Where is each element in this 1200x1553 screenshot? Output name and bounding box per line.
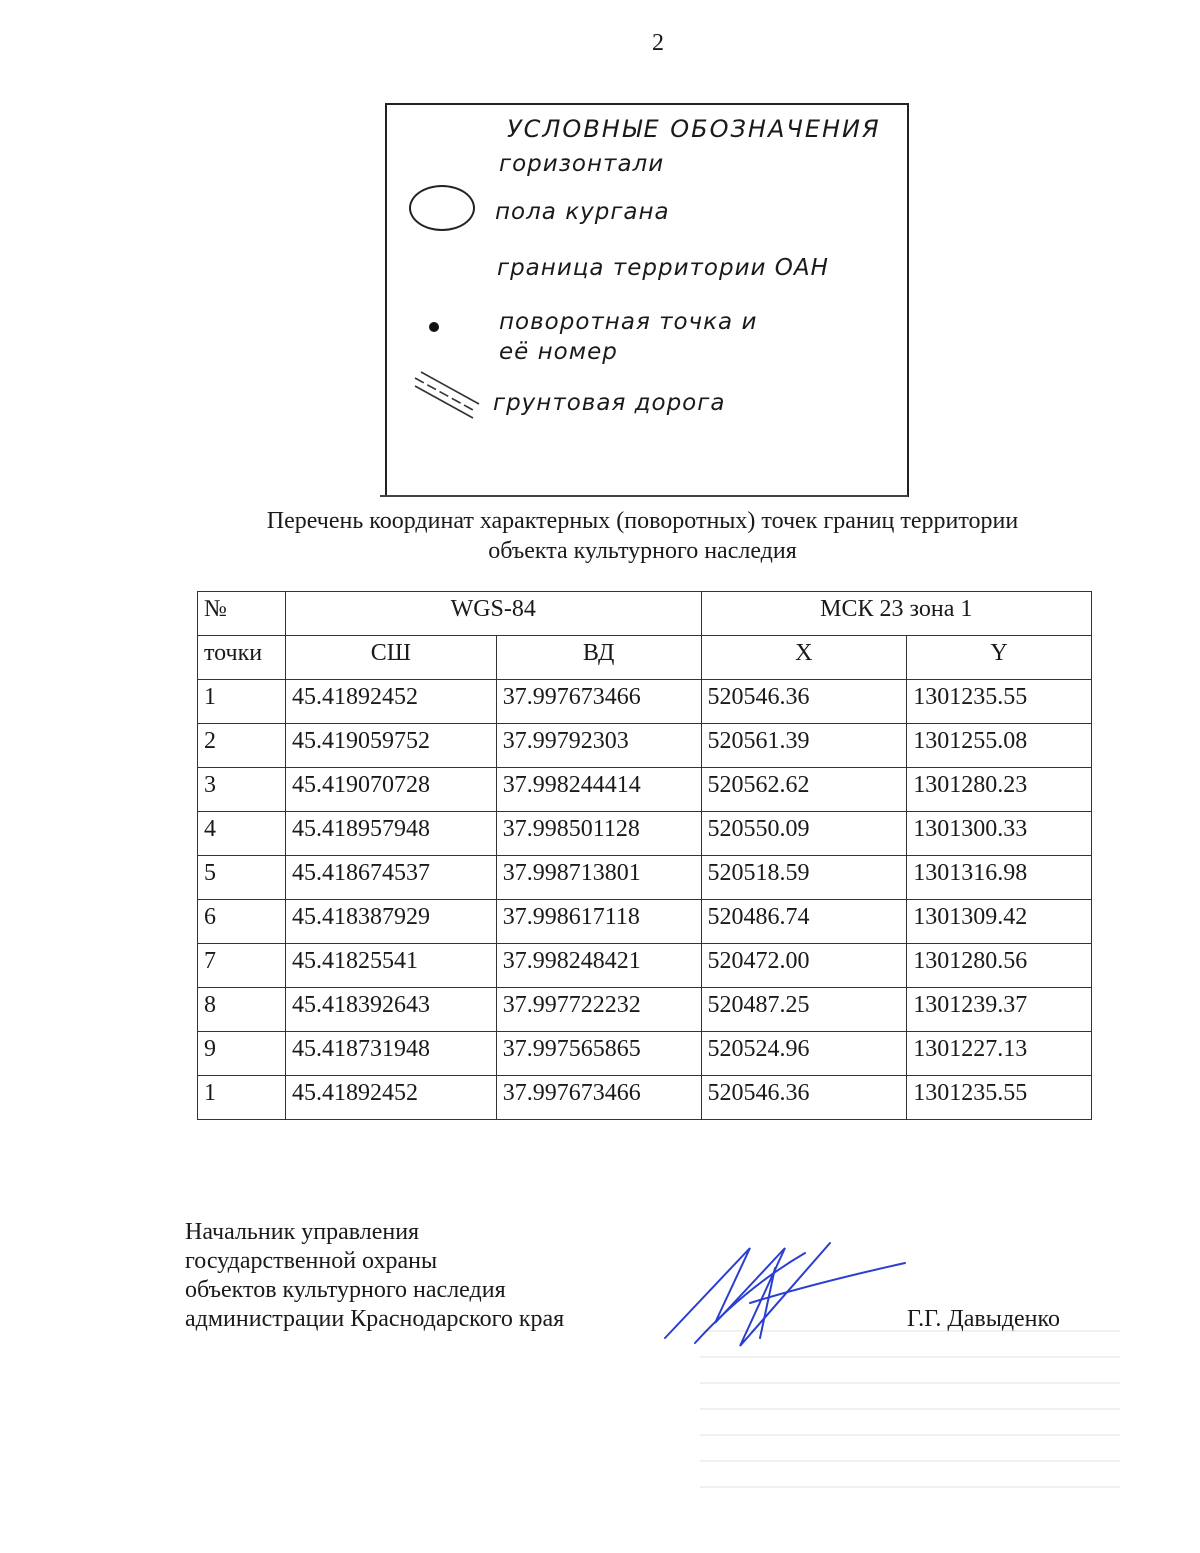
cell-longitude: 37.997565865 bbox=[496, 1032, 701, 1076]
cell-latitude: 45.418957948 bbox=[285, 812, 496, 856]
cell-y: 1301309.42 bbox=[907, 900, 1092, 944]
cell-latitude: 45.41892452 bbox=[285, 1076, 496, 1120]
header-group-wgs84: WGS-84 bbox=[285, 592, 701, 636]
cell-longitude: 37.997673466 bbox=[496, 680, 701, 724]
legend-item-turning-point: поворотная точка и её номер bbox=[499, 309, 758, 365]
legend-box bbox=[385, 103, 909, 497]
cell-x: 520546.36 bbox=[701, 680, 907, 724]
signature-title-line-3: объектов культурного наследия bbox=[185, 1277, 506, 1303]
legend-title: УСЛОВНЫЕ ОБОЗНАЧЕНИЯ bbox=[507, 115, 881, 143]
cell-latitude: 45.418387929 bbox=[285, 900, 496, 944]
cell-point-number: 5 bbox=[198, 856, 286, 900]
cell-longitude: 37.997673466 bbox=[496, 1076, 701, 1120]
signer-name: Г.Г. Давыденко bbox=[907, 1306, 1060, 1332]
cell-point-number: 1 bbox=[198, 680, 286, 724]
cell-y: 1301227.13 bbox=[907, 1032, 1092, 1076]
page-number: 2 bbox=[652, 30, 664, 56]
cell-point-number: 6 bbox=[198, 900, 286, 944]
signature-title-line-2: государственной охраны bbox=[185, 1248, 438, 1274]
cell-point-number: 3 bbox=[198, 768, 286, 812]
table-body bbox=[198, 680, 1092, 1120]
cell-y: 1301235.55 bbox=[907, 680, 1092, 724]
cell-x: 520472.00 bbox=[701, 944, 907, 988]
list-title-line-1: Перечень координат характерных (поворотных) точек границ территории bbox=[266, 508, 1019, 534]
table-row bbox=[198, 1032, 1092, 1076]
cell-latitude: 45.419070728 bbox=[285, 768, 496, 812]
coordinates-table bbox=[197, 591, 1092, 1120]
cell-x: 520546.36 bbox=[701, 1076, 907, 1120]
cell-y: 1301280.23 bbox=[907, 768, 1092, 812]
cell-longitude: 37.998617118 bbox=[496, 900, 701, 944]
cell-latitude: 45.419059752 bbox=[285, 724, 496, 768]
cell-point-number: 4 bbox=[198, 812, 286, 856]
header-longitude: ВД bbox=[496, 636, 701, 680]
coordinates-list-title bbox=[0, 506, 1200, 566]
dot-icon bbox=[429, 322, 439, 332]
table-row bbox=[198, 724, 1092, 768]
cell-y: 1301239.37 bbox=[907, 988, 1092, 1032]
cell-point-number: 8 bbox=[198, 988, 286, 1032]
cell-point-number: 2 bbox=[198, 724, 286, 768]
cell-y: 1301300.33 bbox=[907, 812, 1092, 856]
cell-latitude: 45.418731948 bbox=[285, 1032, 496, 1076]
cell-longitude: 37.998501128 bbox=[496, 812, 701, 856]
table-row bbox=[198, 768, 1092, 812]
cell-latitude: 45.418392643 bbox=[285, 988, 496, 1032]
cell-point-number: 9 bbox=[198, 1032, 286, 1076]
cell-x: 520550.09 bbox=[701, 812, 907, 856]
cell-x: 520561.39 bbox=[701, 724, 907, 768]
cell-latitude: 45.41825541 bbox=[285, 944, 496, 988]
cell-x: 520487.25 bbox=[701, 988, 907, 1032]
header-point-number: № bbox=[198, 592, 286, 636]
table-header-row-1 bbox=[198, 592, 1092, 636]
table-row bbox=[198, 900, 1092, 944]
cell-longitude: 37.998248421 bbox=[496, 944, 701, 988]
cell-x: 520524.96 bbox=[701, 1032, 907, 1076]
cell-x: 520486.74 bbox=[701, 900, 907, 944]
cell-point-number: 7 bbox=[198, 944, 286, 988]
cell-latitude: 45.418674537 bbox=[285, 856, 496, 900]
cell-longitude: 37.998713801 bbox=[496, 856, 701, 900]
signature-title-line-1: Начальник управления bbox=[185, 1219, 420, 1245]
table-header-row-2 bbox=[198, 636, 1092, 680]
table-row bbox=[198, 1076, 1092, 1120]
signature-title-line-4: администрации Краснодарского края bbox=[185, 1306, 565, 1332]
legend-item-contours: горизонтали bbox=[499, 151, 665, 177]
header-point-label: точки bbox=[198, 636, 286, 680]
cell-longitude: 37.99792303 bbox=[496, 724, 701, 768]
cell-longitude: 37.997722232 bbox=[496, 988, 701, 1032]
legend-item-kurgan-floor: пола кургана bbox=[495, 199, 670, 225]
cell-y: 1301235.55 bbox=[907, 1076, 1092, 1120]
cell-longitude: 37.998244414 bbox=[496, 768, 701, 812]
cell-y: 1301316.98 bbox=[907, 856, 1092, 900]
table-row bbox=[198, 856, 1092, 900]
cell-y: 1301280.56 bbox=[907, 944, 1092, 988]
legend-item-dirt-road: грунтовая дорога bbox=[493, 390, 726, 416]
legend-bottom-border bbox=[380, 495, 908, 497]
table-row bbox=[198, 680, 1092, 724]
header-group-msk23: МСК 23 зона 1 bbox=[701, 592, 1091, 636]
table-row bbox=[198, 944, 1092, 988]
list-title-line-2: объекта культурного наследия bbox=[488, 538, 797, 564]
dirt-road-icon bbox=[413, 370, 483, 425]
cell-latitude: 45.41892452 bbox=[285, 680, 496, 724]
signature-title-block bbox=[185, 1218, 564, 1334]
cell-x: 520562.62 bbox=[701, 768, 907, 812]
ellipse-icon bbox=[409, 185, 475, 231]
header-latitude: СШ bbox=[285, 636, 496, 680]
faint-stamp-imprint bbox=[700, 1330, 1120, 1510]
cell-y: 1301255.08 bbox=[907, 724, 1092, 768]
header-x: X bbox=[701, 636, 907, 680]
cell-point-number: 1 bbox=[198, 1076, 286, 1120]
table-row bbox=[198, 812, 1092, 856]
cell-x: 520518.59 bbox=[701, 856, 907, 900]
legend-item-boundary: граница территории ОАН bbox=[497, 255, 829, 281]
header-y: Y bbox=[907, 636, 1092, 680]
table-row bbox=[198, 988, 1092, 1032]
